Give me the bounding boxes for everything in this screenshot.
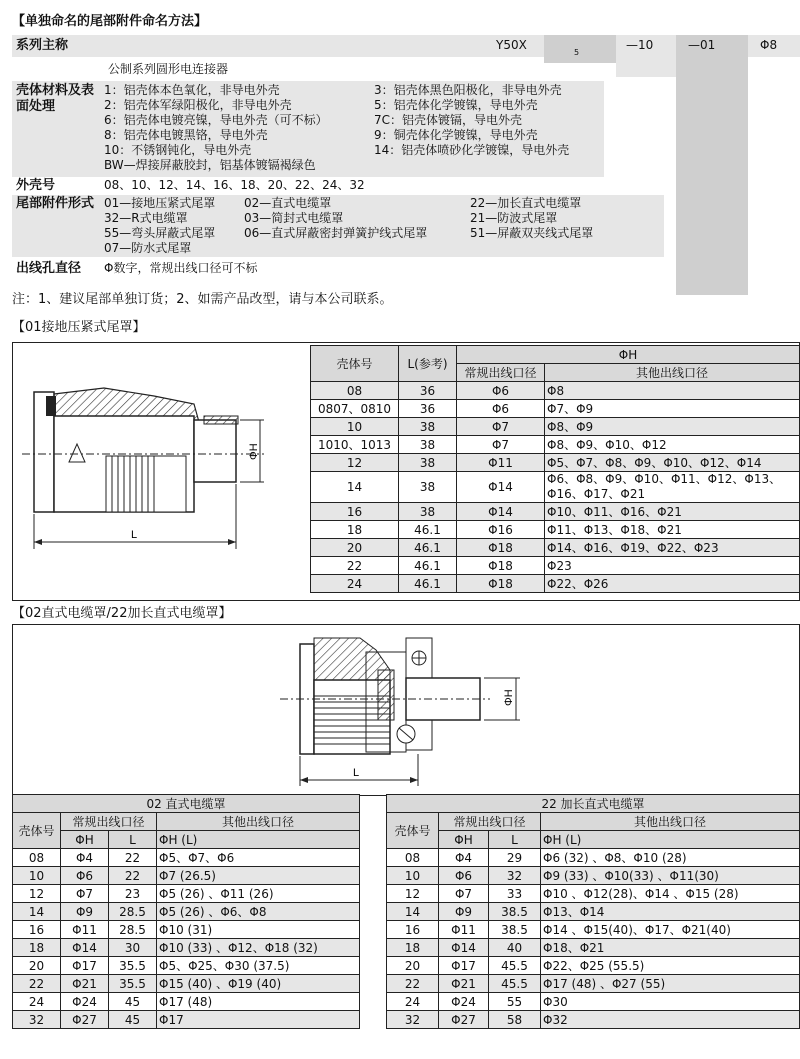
table-row	[387, 975, 800, 993]
cell-shell: 08	[311, 382, 399, 400]
cell-other: Φ32	[541, 1011, 800, 1029]
cell-shell: 20	[387, 957, 439, 975]
outlet-row	[12, 259, 800, 277]
cell-l: 40	[489, 939, 541, 957]
cell-phi: Φ21	[61, 975, 109, 993]
table-row	[311, 557, 800, 575]
cell-l: 46.1	[399, 557, 457, 575]
table-row	[387, 957, 800, 975]
cell-regular: Φ7	[457, 436, 545, 454]
cell-phi: Φ14	[439, 939, 489, 957]
cell-regular: Φ18	[457, 557, 545, 575]
cell-shell: 0807、0810	[311, 400, 399, 418]
cell-shell: 16	[13, 921, 61, 939]
cell-other: Φ14、Φ16、Φ19、Φ22、Φ23	[545, 539, 800, 557]
cell-phi: Φ11	[439, 921, 489, 939]
cell-shell: 10	[13, 867, 61, 885]
cell-phi: Φ17	[61, 957, 109, 975]
cell-other: Φ22、Φ25 (55.5)	[541, 957, 800, 975]
connector-drawing-01	[14, 344, 308, 597]
section1-title: 【01接地压紧式尾罩】	[12, 320, 146, 335]
cell-phi: Φ4	[61, 849, 109, 867]
cell-l: 38	[399, 472, 457, 503]
cell-shell: 14	[13, 903, 61, 921]
cell-other: Φ30	[541, 993, 800, 1011]
accessory-item: 21—防波式尾罩	[470, 211, 558, 225]
cell-other: Φ17	[157, 1011, 360, 1029]
outlet-value: Φ数字，常规出线口径可不标	[104, 261, 258, 275]
cell-shell: 22	[311, 557, 399, 575]
table-row	[387, 921, 800, 939]
table-row	[13, 993, 360, 1011]
code-4: Φ8	[760, 38, 778, 52]
table-row	[387, 1011, 800, 1029]
col-shell: 壳体号	[387, 813, 439, 849]
table-row	[311, 539, 800, 557]
col-phi: ΦH	[61, 831, 109, 849]
cell-shell: 24	[13, 993, 61, 1011]
outlet-label: 出线孔直径	[16, 261, 82, 276]
cell-other	[545, 472, 800, 503]
col-other: 其他出线口径	[157, 813, 360, 831]
cell-l: 45	[109, 1011, 157, 1029]
table-row	[387, 849, 800, 867]
table-row	[387, 903, 800, 921]
cell-regular: Φ6	[457, 400, 545, 418]
cell-l: 55	[489, 993, 541, 1011]
cell-l: 38	[399, 418, 457, 436]
col-shell: 壳体号	[13, 813, 61, 849]
series-row	[12, 35, 800, 81]
cell-l: 46.1	[399, 575, 457, 593]
cell-shell: 12	[13, 885, 61, 903]
series-label: 系列主称	[16, 38, 69, 53]
cell-shell: 20	[13, 957, 61, 975]
cell-phi: Φ14	[61, 939, 109, 957]
section2-title: 【02直式电缆罩/22加长直式电缆罩】	[12, 606, 232, 621]
table-row	[13, 867, 360, 885]
cell-shell: 32	[387, 1011, 439, 1029]
cell-other: Φ17 (48) 、Φ27 (55)	[541, 975, 800, 993]
cell-l: 28.5	[109, 921, 157, 939]
col-phil: ΦH (L)	[541, 831, 800, 849]
accessory-item: 22—加长直式电缆罩	[470, 196, 582, 210]
accessory-label: 尾部附件形式	[16, 196, 95, 211]
cell-other: Φ13、Φ14	[541, 903, 800, 921]
col-l: L(参考)	[399, 346, 457, 382]
code-2: —10	[626, 38, 654, 52]
material-item: BW—焊接屏蔽胶封，铝基体镀镉褐绿色	[104, 158, 316, 172]
cell-l: 46.1	[399, 539, 457, 557]
cell-regular: Φ14	[457, 472, 545, 503]
table-row	[311, 472, 800, 503]
table-row	[13, 939, 360, 957]
material-item: 10：不锈钢钝化，导电外壳	[104, 143, 252, 157]
material-item: 5：铝壳体化学镀镍，导电外壳	[374, 98, 538, 112]
accessory-item: 51—屏蔽双夹线式尾罩	[470, 226, 594, 240]
cell-l: 36	[399, 400, 457, 418]
material-item: 14：铝壳体喷砂化学镀镍，导电外壳	[374, 143, 570, 157]
cell-other: Φ10 、Φ12(28)、Φ14 、Φ15 (28)	[541, 885, 800, 903]
cell-other: Φ5 (26) 、Φ11 (26)	[157, 885, 360, 903]
cell-l: 36	[399, 382, 457, 400]
table-row	[13, 885, 360, 903]
cell-shell: 32	[13, 1011, 61, 1029]
cell-shell: 10	[311, 418, 399, 436]
cell-l: 45.5	[489, 957, 541, 975]
table-02	[12, 794, 360, 1029]
table-row	[311, 400, 800, 418]
cell-l: 28.5	[109, 903, 157, 921]
series-desc: 公制系列圆形电连接器	[108, 62, 229, 76]
col-regular: 常规出线口径	[439, 813, 541, 831]
cell-regular: Φ18	[457, 575, 545, 593]
cell-other: Φ9 (33) 、Φ10(33) 、Φ11(30)	[541, 867, 800, 885]
col-l: L	[109, 831, 157, 849]
cell-l: 29	[489, 849, 541, 867]
cell-l: 22	[109, 849, 157, 867]
connector-drawing-02	[280, 630, 540, 790]
table-row	[387, 939, 800, 957]
cell-l: 46.1	[399, 521, 457, 539]
cell-other: Φ10 (33) 、Φ12、Φ18 (32)	[157, 939, 360, 957]
cell-other: Φ6 (32) 、Φ8、Φ10 (28)	[541, 849, 800, 867]
dim-l-label: L	[130, 529, 138, 541]
table-row	[387, 885, 800, 903]
table-01	[310, 345, 800, 593]
table-row	[311, 436, 800, 454]
col-l: L	[489, 831, 541, 849]
cell-phi: Φ11	[61, 921, 109, 939]
cell-shell: 08	[13, 849, 61, 867]
cell-phi: Φ6	[61, 867, 109, 885]
cell-phi: Φ24	[61, 993, 109, 1011]
col-phi: ΦH	[457, 346, 800, 364]
table-row	[311, 382, 800, 400]
material-item: 6：铝壳体电镀亮镍，导电外壳（可不标）	[104, 113, 328, 127]
cell-l: 38.5	[489, 903, 541, 921]
table-title: 02 直式电缆罩	[13, 795, 360, 813]
col-regular: 常规出线口径	[61, 813, 157, 831]
cell-other: Φ7、Φ9	[545, 400, 800, 418]
table-row	[311, 418, 800, 436]
material-item: 7C：铝壳体镀镉，导电外壳	[374, 113, 523, 127]
shell-row	[12, 177, 800, 195]
cell-shell: 14	[387, 903, 439, 921]
cell-other: Φ17 (48)	[157, 993, 360, 1011]
cell-other: Φ18、Φ21	[541, 939, 800, 957]
cell-phi: Φ9	[61, 903, 109, 921]
cell-phi: Φ21	[439, 975, 489, 993]
table-row	[311, 503, 800, 521]
material-item: 1：铝壳体本色氧化，非导电外壳	[104, 83, 280, 97]
cell-shell: 18	[387, 939, 439, 957]
cell-shell: 08	[387, 849, 439, 867]
cell-l: 38.5	[489, 921, 541, 939]
cell-regular: Φ11	[457, 454, 545, 472]
cell-shell: 12	[311, 454, 399, 472]
dim-h-label: ΦH	[248, 443, 260, 460]
dim-h-label: ΦH	[503, 689, 515, 706]
cell-other: Φ22、Φ26	[545, 575, 800, 593]
cell-shell: 18	[311, 521, 399, 539]
series-code: Y50X	[496, 38, 527, 52]
cell-phi: Φ7	[61, 885, 109, 903]
cell-l: 38	[399, 503, 457, 521]
col-other: 其他出线口径	[541, 813, 800, 831]
cell-l: 38	[399, 454, 457, 472]
accessory-item: 01—接地压紧式尾罩	[104, 196, 216, 210]
table-row	[387, 867, 800, 885]
note: 注：1、建议尾部单独订货；2、如需产品改型，请与本公司联系。	[12, 292, 393, 307]
material-item: 3：铝壳体黑色阳极化，非导电外壳	[374, 83, 562, 97]
cell-other: Φ5、Φ25、Φ30 (37.5)	[157, 957, 360, 975]
table-row	[13, 957, 360, 975]
cell-l: 38	[399, 436, 457, 454]
col-shell: 壳体号	[311, 346, 399, 382]
table-row	[13, 921, 360, 939]
cell-other: Φ10、Φ11、Φ16、Φ21	[545, 503, 800, 521]
table-row	[13, 849, 360, 867]
table-row	[13, 975, 360, 993]
accessory-item: 32—R式电缆罩	[104, 211, 188, 225]
cell-phi: Φ9	[439, 903, 489, 921]
table-row	[387, 993, 800, 1011]
table-row	[13, 903, 360, 921]
cell-regular: Φ16	[457, 521, 545, 539]
material-item: 8：铝壳体电镀黑铬，导电外壳	[104, 128, 268, 142]
col-other: 其他出线口径	[545, 364, 800, 382]
cell-shell: 16	[311, 503, 399, 521]
cell-other: Φ10 (31)	[157, 921, 360, 939]
cell-other: Φ5 (26) 、Φ6、Φ8	[157, 903, 360, 921]
material-row	[12, 81, 800, 177]
material-label-1: 壳体材料及表	[16, 83, 95, 98]
page-title: 【单独命名的尾部附件命名方法】	[12, 14, 208, 29]
cell-shell: 18	[13, 939, 61, 957]
cell-other: Φ8	[545, 382, 800, 400]
cell-other: Φ5、Φ7、Φ6	[157, 849, 360, 867]
cell-l: 22	[109, 867, 157, 885]
cell-other: Φ7 (26.5)	[157, 867, 360, 885]
cell-l: 32	[489, 867, 541, 885]
accessory-item: 55—弯头屏蔽式尾罩	[104, 226, 216, 240]
cell-shell: 10	[387, 867, 439, 885]
cell-other-line: Φ16、Φ17、Φ21	[547, 487, 646, 501]
cell-l: 45.5	[489, 975, 541, 993]
accessory-item: 02—直式电缆罩	[244, 196, 332, 210]
dim-l-label: L	[352, 767, 360, 779]
cell-phi: Φ7	[439, 885, 489, 903]
col-phi: ΦH	[439, 831, 489, 849]
material-item: 9：铜壳体化学镀镍，导电外壳	[374, 128, 538, 142]
cell-other: Φ15 (40) 、Φ19 (40)	[157, 975, 360, 993]
cell-regular: Φ14	[457, 503, 545, 521]
cell-phi: Φ6	[439, 867, 489, 885]
table-row	[311, 454, 800, 472]
cell-other: Φ8、Φ9、Φ10、Φ12	[545, 436, 800, 454]
code-3: —01	[688, 38, 716, 52]
cell-shell: 22	[387, 975, 439, 993]
col-regular: 常规出线口径	[457, 364, 545, 382]
cell-l: 33	[489, 885, 541, 903]
table-row	[13, 1011, 360, 1029]
shell-values: 08、10、12、14、16、18、20、22、24、32	[104, 178, 365, 192]
table-22	[386, 794, 800, 1029]
cell-phi: Φ24	[439, 993, 489, 1011]
cell-l: 45	[109, 993, 157, 1011]
cell-shell: 16	[387, 921, 439, 939]
cell-shell: 24	[387, 993, 439, 1011]
accessory-item: 07—防水式尾罩	[104, 241, 192, 255]
shell-label: 外壳号	[16, 178, 56, 193]
accessory-item: 06—直式屏蔽密封弹簧护线式尾罩	[244, 226, 428, 240]
material-item: 2：铝壳体军绿阳极化，非导电外壳	[104, 98, 292, 112]
cell-other: Φ14 、Φ15(40)、Φ17、Φ21(40)	[541, 921, 800, 939]
cell-l: 58	[489, 1011, 541, 1029]
accessory-row	[12, 195, 800, 257]
cell-l: 35.5	[109, 975, 157, 993]
material-label-2: 面处理	[16, 99, 56, 114]
table-title: 22 加长直式电缆罩	[387, 795, 800, 813]
cell-other: Φ11、Φ13、Φ18、Φ21	[545, 521, 800, 539]
cell-regular: Φ18	[457, 539, 545, 557]
cell-shell: 24	[311, 575, 399, 593]
cell-l: 23	[109, 885, 157, 903]
cell-shell: 1010、1013	[311, 436, 399, 454]
cell-other-line: Φ6、Φ8、Φ9、Φ10、Φ11、Φ12、Φ13、	[547, 472, 782, 486]
cell-shell: 14	[311, 472, 399, 503]
table-row	[311, 575, 800, 593]
cell-regular: Φ7	[457, 418, 545, 436]
cell-phi: Φ4	[439, 849, 489, 867]
cell-phi: Φ17	[439, 957, 489, 975]
table-row	[311, 521, 800, 539]
cell-shell: 12	[387, 885, 439, 903]
accessory-item: 03—简封式电缆罩	[244, 211, 344, 225]
cell-shell: 22	[13, 975, 61, 993]
cell-other: Φ5、Φ7、Φ8、Φ9、Φ10、Φ12、Φ14	[545, 454, 800, 472]
cell-phi: Φ27	[439, 1011, 489, 1029]
cell-other: Φ8、Φ9	[545, 418, 800, 436]
col-phil: ΦH (L)	[157, 831, 360, 849]
cell-l: 30	[109, 939, 157, 957]
cell-l: 35.5	[109, 957, 157, 975]
cell-phi: Φ27	[61, 1011, 109, 1029]
shell-code: 5	[574, 48, 580, 57]
cell-other: Φ23	[545, 557, 800, 575]
cell-regular: Φ6	[457, 382, 545, 400]
cell-shell: 20	[311, 539, 399, 557]
